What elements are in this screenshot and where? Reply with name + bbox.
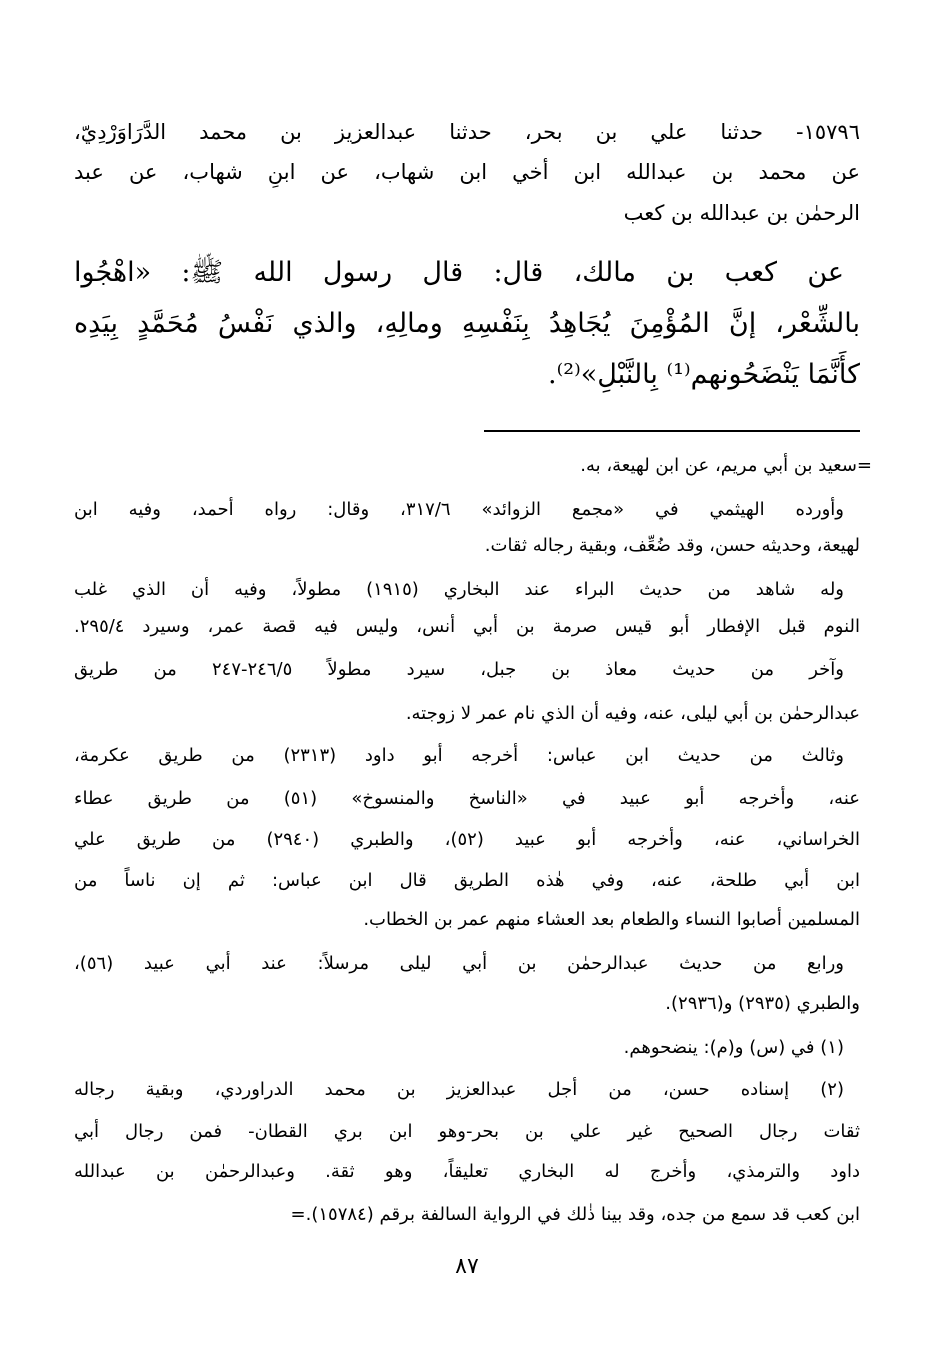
footnote-line: عنه، وأخرجه أبو عبيد في «الناسخ والمنسوخ» (٥١) من طريق عطاء <box>74 788 861 809</box>
footnote-line: ابن أبي طلحة، عنه، وفي هٰذه الطريق قال ابن عباس: ثم إن ناساً من <box>74 870 860 891</box>
footnote-line: داود والترمذي، وأخرج له البخاري تعليقاً، وهو ثقة. وعبدالرحمٰن بن عبدالله <box>74 1161 860 1182</box>
footnote-line: وله شاهد من حديث البراء عند البخاري (١٩١٥) مطولاً، وفيه أن الذي غلب <box>74 579 844 600</box>
footnote-line: ورابع من حديث عبدالرحمٰن بن أبي ليلى مرسلاً: عند أبي عبيد (٥٦)، <box>74 953 844 974</box>
matn-line: بالشِّعْر، إنَّ المُؤْمِنَ يُجَاهِدُ بِنَفْسِهِ ومالِهِ، والذي نَفْسُ مُحَمَّدٍ بِيَدِه <box>74 308 860 339</box>
matn-line: عن كعب بن مالك، قال: قال رسول الله ﷺ: «اهْجُوا <box>74 257 844 288</box>
footnote-line: وأورده الهيثمي في «مجمع الزوائد» ٣١٧/٦، وقال: رواه أحمد، وفيه ابن <box>74 499 844 520</box>
footnote-line: ابن كعب قد سمع من جده، وقد بينا ذٰلك في الرواية السالفة برقم (١٥٧٨٤).= <box>290 1204 860 1225</box>
isnad-line: الرحمٰن بن عبدالله بن كعب <box>623 201 860 225</box>
footnote-line: (١) في (س) و(م): ينضحوهم. <box>623 1037 844 1058</box>
footnote-line: عبدالرحمٰن بن أبي ليلى، عنه، وفيه أن الذي نام عمر لا زوجته. <box>405 703 860 724</box>
footnote-line: وثالث من حديث ابن عباس: أخرجه أبو داود (٢٣١٣) من طريق عكرمة، <box>74 745 844 766</box>
footnote-separator <box>484 430 860 432</box>
footnote-line: لهيعة، وحديثه حسن، وقد ضُعِّف، وبقية رجاله ثقات. <box>484 535 860 556</box>
isnad-line: ١٥٧٩٦- حدثنا علي بن بحر، حدثنا عبدالعزيز بن محمد الدَّرَاوَرْدِيّ، <box>74 120 860 144</box>
footnote-line: والطبري (٢٩٣٥) و(٢٩٣٦). <box>665 993 860 1014</box>
footnote-line: وآخر من حديث معاذ بن جبل، سيرد مطولاً ٢٤٦/٥-٢٤٧ من طريق <box>74 659 844 680</box>
footnote-line: =سعيد بن أبي مريم، عن ابن لهيعة، به. <box>580 455 872 476</box>
matn-line: كأَنَّمَا يَنْضَحُونهم⁽¹⁾ بِالنَّبْلِ»⁽²⁾. <box>548 359 860 390</box>
footnote-line: المسلمين أصابوا النساء والطعام بعد العشاء منهم عمر بن الخطاب. <box>363 909 860 930</box>
footnote-line: الخراساني، عنه، وأخرجه أبو عبيد (٥٢)، والطبري (٢٩٤٠) من طريق علي <box>74 829 860 850</box>
footnote-line: النوم قبل الإفطار أبو قيس صرمة بن أبي أنس، وليس فيه قصة عمر، وسيرد ٢٩٥/٤. <box>74 616 860 637</box>
isnad-line: عن محمد بن عبدالله ابن أخي ابن شهاب، عن ابنِ شهاب، عن عبد <box>74 160 860 184</box>
page-number: ٨٧ <box>455 1254 479 1279</box>
footnote-line: (٢) إسناده حسن، من أجل عبدالعزيز بن محمد الدراوردي، وبقية رجاله <box>74 1079 844 1100</box>
footnote-line: ثقات رجال الصحيح غير علي بن بحر-وهو ابن بري القطان- فمن رجال أبي <box>74 1121 860 1142</box>
